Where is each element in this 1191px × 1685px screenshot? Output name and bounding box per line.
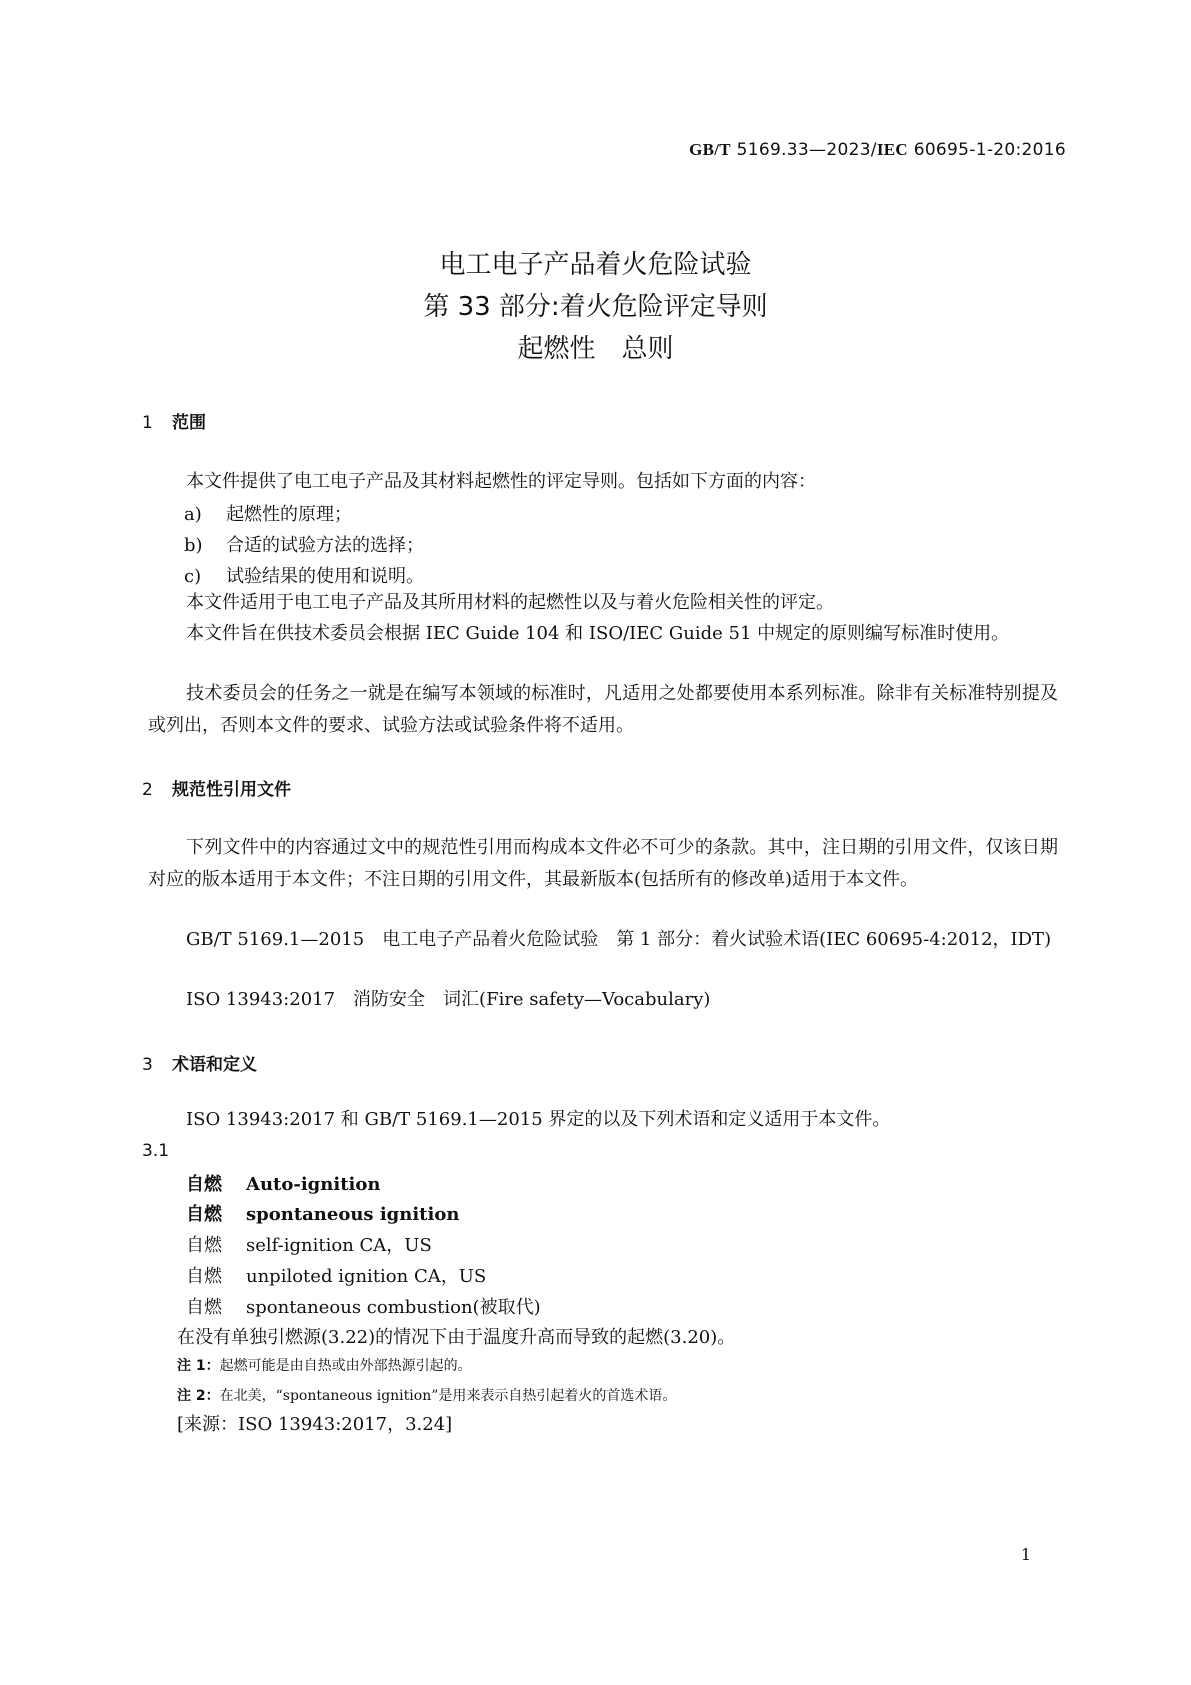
- term-preferred: 自燃 Auto-ignition: [186, 1174, 381, 1195]
- term-deprecated: 自燃 spontaneous combustion(被取代): [186, 1297, 541, 1318]
- reference-item: ISO 13943:2017 消防安全 词汇(Fire safety—Vocabulary): [186, 989, 711, 1010]
- code-number: 5169.33—2023/: [736, 140, 877, 160]
- title-line-3: 起燃性 总则: [517, 334, 674, 364]
- code-iec-number: 60695-1-20:2016: [913, 140, 1066, 160]
- term-number: 3.1: [142, 1141, 170, 1161]
- section-1-heading: [142, 408, 206, 433]
- section-title: 规范性引用文件: [172, 780, 291, 800]
- section-3-heading: [142, 1050, 257, 1075]
- list-item: b) 合适的试验方法的选择；: [184, 535, 424, 556]
- section-title: 术语和定义: [172, 1055, 257, 1075]
- section-number: 3: [142, 1055, 153, 1075]
- title-line-1: 电工电子产品着火危险试验: [439, 250, 752, 280]
- paragraph: 技术委员会的任务之一就是在编写本领域的标准时，凡适用之处都要使用本系列标准。除非有关标准特别提及或列出，否则本文件的要求、试验方法或试验条件将不适用。: [148, 683, 1058, 736]
- section-number: 2: [142, 780, 153, 800]
- paragraph: ISO 13943:2017 和 GB/T 5169.1—2015 界定的以及下列术语和定义适用于本文件。: [186, 1109, 891, 1130]
- section-2-heading: [142, 775, 291, 800]
- code-prefix: GB/T: [689, 140, 731, 159]
- paragraph: 本文件旨在供技术委员会根据 IEC Guide 104 和 ISO/IEC Guide 51 中规定的原则编写标准时使用。: [186, 623, 1010, 644]
- list-item: a) 起燃性的原理；: [184, 504, 352, 525]
- note-1: 注 1：起燃可能是由自热或由外部热源引起的。: [177, 1358, 472, 1374]
- list-item: c) 试验结果的使用和说明。: [184, 566, 424, 587]
- reference-item: GB/T 5169.1—2015 电工电子产品着火危险试验 第 1 部分：着火试验术语(IEC 60695-4:2012，IDT): [186, 929, 1052, 950]
- term-admitted: 自燃 unpiloted ignition CA，US: [186, 1266, 487, 1287]
- term-definition: 在没有单独引燃源(3.22)的情况下由于温度升高而导致的起燃(3.20)。: [177, 1327, 736, 1348]
- term-source: [来源：ISO 13943:2017，3.24]: [177, 1414, 453, 1435]
- note-2: 注 2：在北美，“spontaneous ignition”是用来表示自热引起着火的首选术语。: [177, 1388, 677, 1404]
- paragraph: 本文件适用于电工电子产品及其所用材料的起燃性以及与着火危险相关性的评定。: [186, 592, 834, 613]
- section-title: 范围: [172, 413, 206, 433]
- paragraph: 本文件提供了电工电子产品及其材料起燃性的评定导则。包括如下方面的内容：: [186, 471, 816, 492]
- title-line-2: 第 33 部分:着火危险评定导则: [423, 292, 768, 322]
- paragraph: 下列文件中的内容通过文中的规范性引用而构成本文件必不可少的条款。其中，注日期的引用文件，仅该日期对应的版本适用于本文件；不注日期的引用文件，其最新版本(包括所有的修改单)适用于本文件。: [148, 837, 1058, 890]
- section-number: 1: [142, 413, 153, 433]
- standard-code: [689, 140, 1066, 160]
- term-preferred: 自燃 spontaneous ignition: [186, 1204, 460, 1225]
- term-admitted: 自燃 self-ignition CA，US: [186, 1235, 432, 1256]
- page-number: 1: [1020, 1545, 1031, 1564]
- document-title: [0, 244, 1191, 370]
- code-iec: IEC: [876, 140, 908, 159]
